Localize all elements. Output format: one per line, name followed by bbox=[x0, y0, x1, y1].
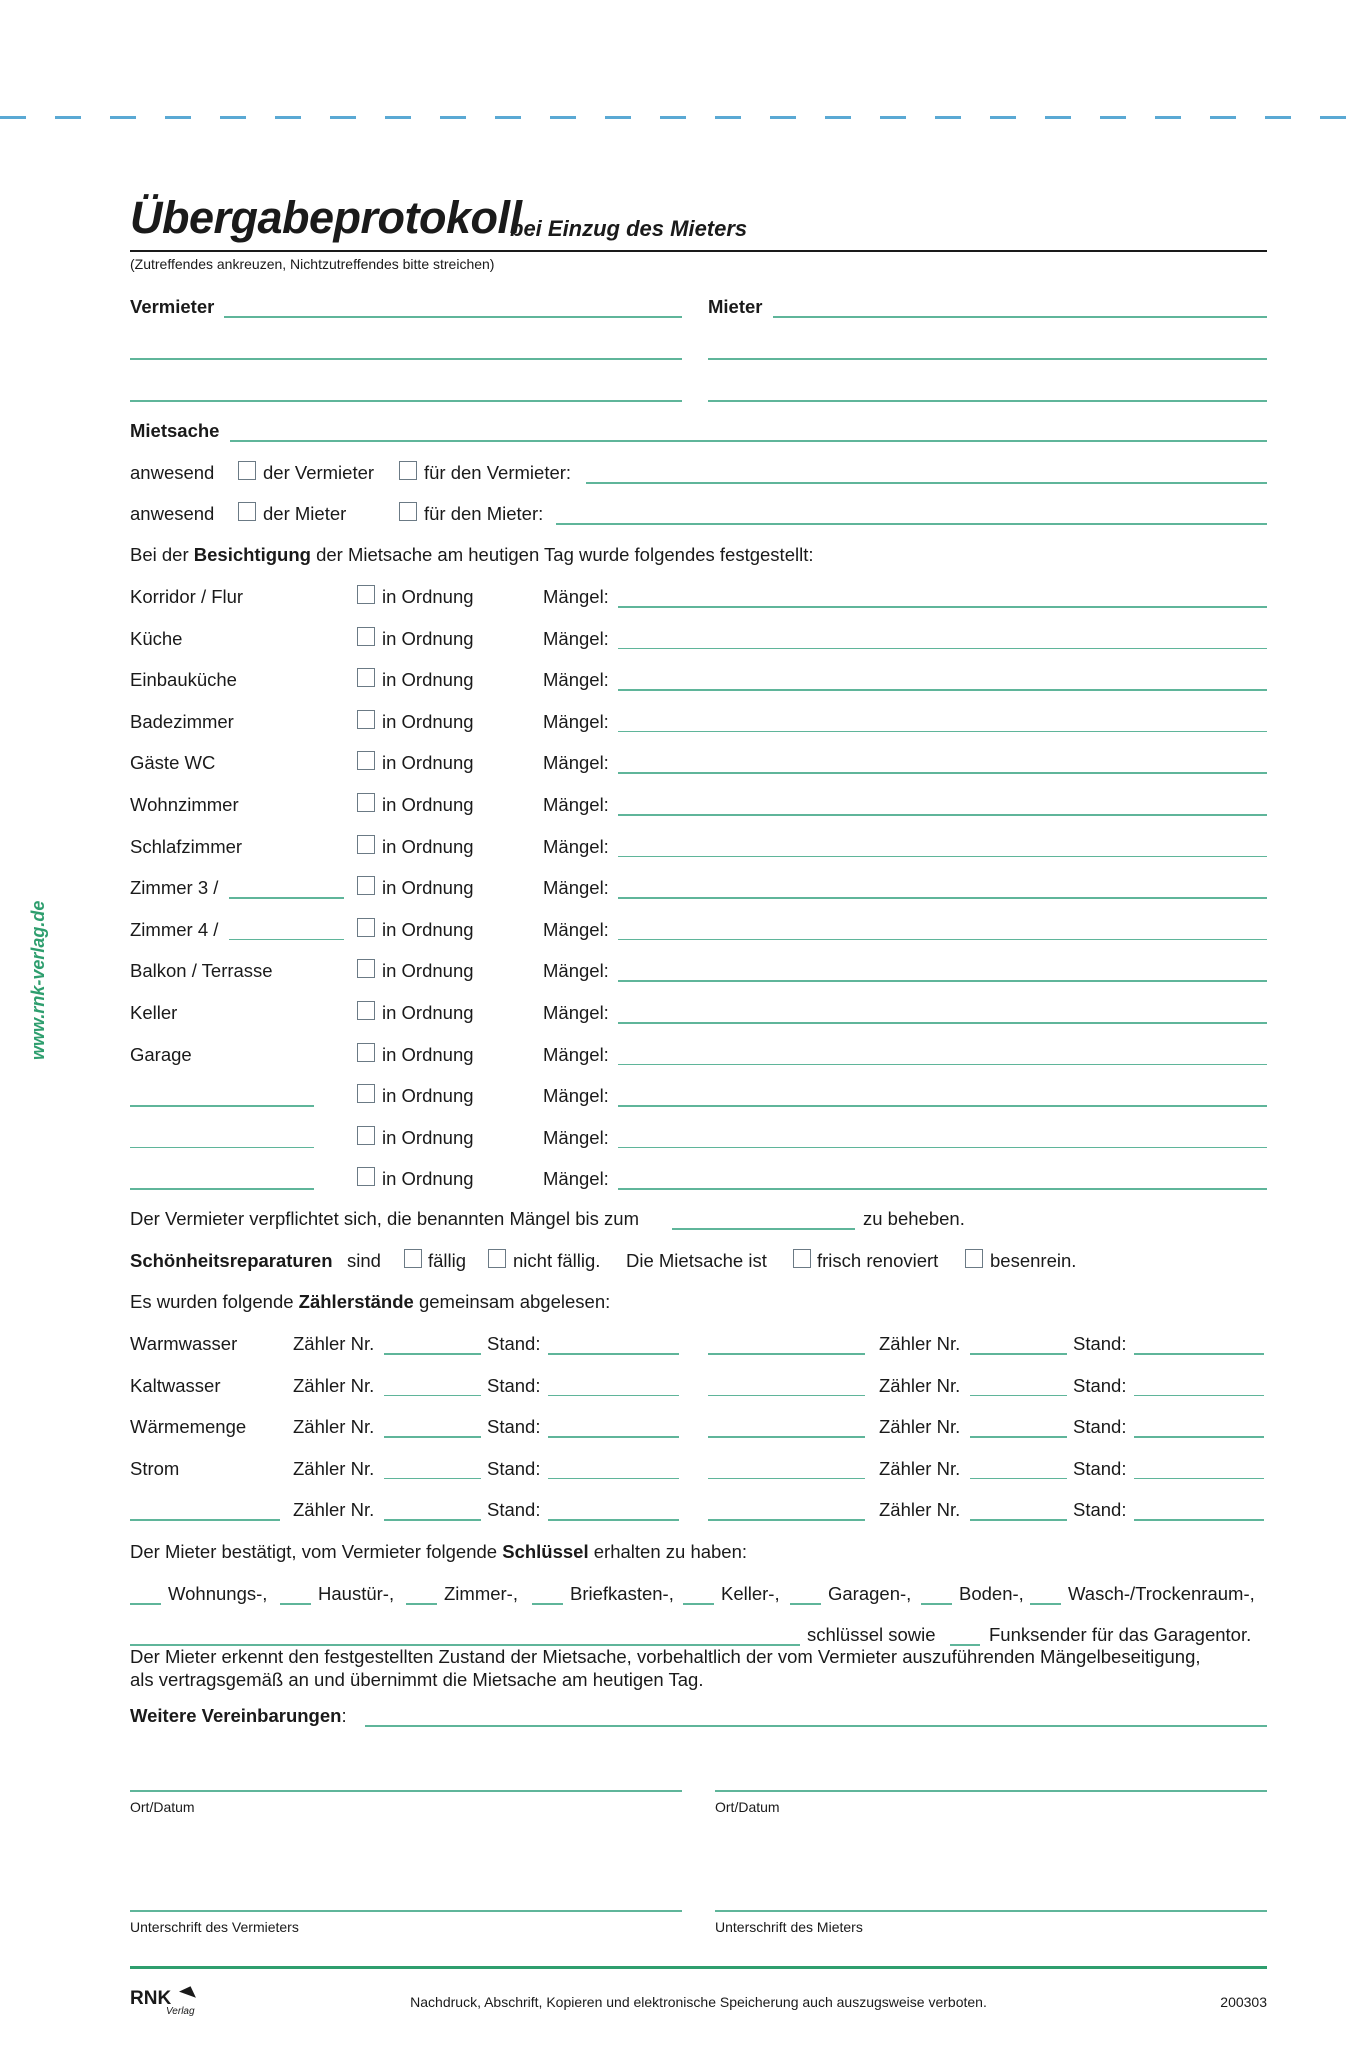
present-tenant-text: der Mieter bbox=[263, 503, 347, 524]
key-type-label: Briefkasten-, bbox=[570, 1583, 674, 1604]
custom-room-field[interactable] bbox=[130, 1147, 314, 1149]
room-name: Gäste WC bbox=[130, 752, 216, 774]
further-agreements-field[interactable] bbox=[365, 1725, 1267, 1727]
reading-field[interactable] bbox=[548, 1436, 679, 1438]
meter-no-field-2[interactable] bbox=[970, 1436, 1067, 1438]
key-type-label: Wohnungs-, bbox=[168, 1583, 268, 1604]
in-order-label: in Ordnung bbox=[382, 1085, 474, 1107]
reading-label: Stand: bbox=[487, 1457, 541, 1479]
in-order-label: in Ordnung bbox=[382, 586, 474, 607]
meters-intro bbox=[130, 1291, 1267, 1317]
meter-type-field-2[interactable] bbox=[708, 1395, 865, 1397]
defects-field[interactable] bbox=[618, 1147, 1267, 1149]
present-tenant-row bbox=[130, 503, 1267, 529]
meter-row bbox=[130, 1375, 1267, 1401]
keys-intro bbox=[130, 1541, 1267, 1567]
reading-label-2: Stand: bbox=[1073, 1416, 1127, 1438]
room-name: Küche bbox=[130, 627, 183, 649]
in-order-checkbox[interactable] bbox=[357, 1126, 375, 1145]
defects-field[interactable] bbox=[618, 772, 1267, 774]
meter-no-label: Zähler Nr. bbox=[293, 1333, 375, 1354]
further-agreements-label: Weitere Vereinbarungen bbox=[130, 1705, 342, 1726]
in-order-checkbox[interactable] bbox=[357, 918, 375, 937]
room-name-field[interactable] bbox=[229, 939, 344, 941]
repairs-due-text: fällig bbox=[428, 1250, 467, 1271]
meter-row bbox=[130, 1416, 1267, 1442]
key-count-field[interactable] bbox=[790, 1603, 821, 1605]
tenant-label: Mieter bbox=[708, 296, 763, 317]
keys-intro-bold: Schlüssel bbox=[502, 1541, 589, 1562]
defects-field[interactable] bbox=[618, 689, 1267, 691]
defects-label: Mängel: bbox=[543, 1043, 609, 1065]
meter-no-label-2: Zähler Nr. bbox=[879, 1457, 961, 1479]
for-tenant-field[interactable] bbox=[556, 523, 1267, 525]
room-row bbox=[130, 1044, 1267, 1070]
swept-clean-checkbox[interactable] bbox=[965, 1249, 983, 1268]
defects-field[interactable] bbox=[618, 939, 1267, 941]
instructions-hint: (Zutreffendes ankreuzen, Nichtzutreffendes bitte streichen) bbox=[130, 256, 495, 272]
publisher-logo: RNK bbox=[130, 1988, 172, 2009]
meter-no-field[interactable] bbox=[384, 1478, 481, 1480]
form-number: 200303 bbox=[1220, 1994, 1267, 2010]
key-count-field[interactable] bbox=[683, 1603, 714, 1605]
in-order-label: in Ordnung bbox=[382, 752, 474, 774]
room-row bbox=[130, 1168, 1267, 1194]
present-tenant-checkbox[interactable] bbox=[238, 502, 256, 521]
key-type-label: Boden-, bbox=[959, 1583, 1024, 1604]
key-type-label: Garagen-, bbox=[828, 1583, 912, 1604]
place-date-landlord-field[interactable] bbox=[130, 1790, 682, 1792]
meter-no-label: Zähler Nr. bbox=[293, 1457, 375, 1479]
key-type-label: Haustür-, bbox=[318, 1583, 395, 1604]
signature-landlord-label: Unterschrift des Vermieters bbox=[130, 1919, 299, 1935]
meter-row bbox=[130, 1333, 1267, 1359]
place-date-tenant-field[interactable] bbox=[715, 1790, 1267, 1792]
in-order-checkbox[interactable] bbox=[357, 1001, 375, 1020]
publisher-url: www.rnk-verlag.de bbox=[28, 900, 48, 1060]
parties-row bbox=[130, 296, 1267, 322]
reading-label-2: Stand: bbox=[1073, 1333, 1127, 1354]
landlord-address-field[interactable] bbox=[130, 358, 682, 360]
reading-label: Stand: bbox=[487, 1416, 541, 1438]
key-count-field[interactable] bbox=[1030, 1603, 1061, 1605]
in-order-label: in Ordnung bbox=[382, 877, 474, 899]
key-count-field[interactable] bbox=[130, 1603, 161, 1605]
property-row bbox=[130, 420, 1267, 446]
meter-type-field-2[interactable] bbox=[708, 1519, 865, 1521]
in-order-checkbox[interactable] bbox=[357, 585, 375, 604]
repairs-not-due-text: nicht fällig. bbox=[513, 1250, 601, 1271]
room-row bbox=[130, 794, 1267, 820]
key-as-well-text: schlüssel sowie bbox=[807, 1624, 936, 1645]
present-label: anwesend bbox=[130, 462, 215, 483]
defects-field[interactable] bbox=[618, 606, 1267, 608]
meter-no-label: Zähler Nr. bbox=[293, 1499, 375, 1521]
reading-field[interactable] bbox=[548, 1478, 679, 1480]
in-order-checkbox[interactable] bbox=[357, 627, 375, 646]
reading-label-2: Stand: bbox=[1073, 1457, 1127, 1479]
room-row bbox=[130, 586, 1267, 612]
in-order-label: in Ordnung bbox=[382, 1168, 474, 1190]
room-row bbox=[130, 1085, 1267, 1111]
defects-label: Mängel: bbox=[543, 1126, 609, 1148]
ack-text-2: als vertragsgemäß an und übernimmt die Mietsache am heutigen Tag. bbox=[130, 1669, 704, 1690]
reading-field-2[interactable] bbox=[1134, 1395, 1264, 1397]
defects-field[interactable] bbox=[618, 1188, 1267, 1190]
reading-label-2: Stand: bbox=[1073, 1374, 1127, 1396]
in-order-checkbox[interactable] bbox=[357, 668, 375, 687]
inspection-intro-post: der Mietsache am heutigen Tag wurde folgendes festgestellt: bbox=[316, 544, 814, 565]
page-subtitle: bei Einzug des Mieters bbox=[510, 216, 748, 241]
meters-intro-post: gemeinsam abgelesen: bbox=[418, 1291, 611, 1312]
reading-label: Stand: bbox=[487, 1333, 541, 1354]
defects-label: Mängel: bbox=[543, 877, 609, 899]
room-name: Balkon / Terrasse bbox=[130, 960, 273, 982]
defects-label: Mängel: bbox=[543, 918, 609, 940]
defects-field[interactable] bbox=[618, 897, 1267, 899]
defects-field[interactable] bbox=[618, 814, 1267, 816]
meter-no-field-2[interactable] bbox=[970, 1519, 1067, 1521]
key-type-label: Keller-, bbox=[721, 1583, 780, 1604]
room-row bbox=[130, 919, 1267, 945]
repair-deadline-field[interactable] bbox=[672, 1228, 855, 1230]
meters-intro-pre: Es wurden folgende bbox=[130, 1291, 294, 1312]
tenant-name-field[interactable] bbox=[773, 316, 1267, 318]
freshly-renovated-checkbox[interactable] bbox=[793, 1249, 811, 1268]
in-order-checkbox[interactable] bbox=[357, 835, 375, 854]
reading-field[interactable] bbox=[548, 1353, 679, 1355]
repair-deadline-post: zu beheben. bbox=[863, 1208, 965, 1229]
place-date-landlord-label: Ort/Datum bbox=[130, 1799, 195, 1815]
signature-tenant-label: Unterschrift des Mieters bbox=[715, 1919, 863, 1935]
keys-intro-post: erhalten zu haben: bbox=[593, 1541, 748, 1562]
defects-label: Mängel: bbox=[543, 586, 609, 607]
inspection-intro bbox=[130, 544, 1267, 570]
defects-label: Mängel: bbox=[543, 710, 609, 732]
cosmetic-repairs-row bbox=[130, 1250, 1267, 1276]
room-name: Wohnzimmer bbox=[130, 794, 239, 815]
swept-clean-text: besenrein. bbox=[990, 1250, 1077, 1271]
title-row bbox=[130, 192, 1267, 252]
present-landlord-text: der Vermieter bbox=[263, 462, 375, 483]
further-agreements-row bbox=[130, 1705, 1267, 1731]
meter-no-field-2[interactable] bbox=[970, 1353, 1067, 1355]
defects-field[interactable] bbox=[618, 1064, 1267, 1066]
publisher-logo-sub: Verlag bbox=[166, 2006, 195, 2017]
repairs-due-checkbox[interactable] bbox=[404, 1249, 422, 1268]
room-name-field[interactable] bbox=[229, 897, 344, 899]
defects-label: Mängel: bbox=[543, 960, 609, 982]
place-date-tenant-label: Ort/Datum bbox=[715, 1799, 780, 1815]
meter-type: Wärmemenge bbox=[130, 1416, 247, 1438]
room-row bbox=[130, 669, 1267, 695]
for-landlord-checkbox[interactable] bbox=[399, 461, 417, 480]
in-order-label: in Ordnung bbox=[382, 1002, 474, 1023]
freshly-renovated-text: frisch renoviert bbox=[817, 1250, 939, 1271]
in-order-label: in Ordnung bbox=[382, 835, 474, 857]
in-order-checkbox[interactable] bbox=[357, 1084, 375, 1103]
custom-room-field[interactable] bbox=[130, 1188, 314, 1190]
room-row bbox=[130, 1002, 1267, 1028]
custom-meter-field[interactable] bbox=[130, 1519, 280, 1521]
in-order-label: in Ordnung bbox=[382, 918, 474, 940]
meter-no-label-2: Zähler Nr. bbox=[879, 1416, 961, 1438]
page-title: Übergabeprotokoll bbox=[130, 192, 522, 243]
present-label: anwesend bbox=[130, 503, 215, 524]
defects-label: Mängel: bbox=[543, 1002, 609, 1023]
reading-field-2[interactable] bbox=[1134, 1436, 1264, 1438]
meter-no-label-2: Zähler Nr. bbox=[879, 1333, 961, 1354]
defects-label: Mängel: bbox=[543, 669, 609, 691]
defects-field[interactable] bbox=[618, 648, 1267, 650]
meter-no-label: Zähler Nr. bbox=[293, 1416, 375, 1438]
room-row bbox=[130, 1127, 1267, 1153]
reading-label-2: Stand: bbox=[1073, 1499, 1127, 1521]
in-order-label: in Ordnung bbox=[382, 627, 474, 649]
in-order-checkbox[interactable] bbox=[357, 959, 375, 978]
parties-address-row bbox=[130, 338, 1267, 364]
repairs-not-due-checkbox[interactable] bbox=[488, 1249, 506, 1268]
tenant-address-field[interactable] bbox=[708, 358, 1267, 360]
landlord-name-field[interactable] bbox=[224, 316, 682, 318]
meter-no-field[interactable] bbox=[384, 1519, 481, 1521]
defects-label: Mängel: bbox=[543, 794, 609, 815]
in-order-label: in Ordnung bbox=[382, 1126, 474, 1148]
key-count-field[interactable] bbox=[532, 1603, 563, 1605]
defects-field[interactable] bbox=[618, 856, 1267, 858]
reading-field[interactable] bbox=[548, 1395, 679, 1397]
key-count-field[interactable] bbox=[921, 1603, 952, 1605]
property-is-text: Die Mietsache ist bbox=[626, 1250, 767, 1271]
signature-landlord-field[interactable] bbox=[130, 1910, 682, 1912]
parties-city-row bbox=[130, 380, 1267, 406]
meters-intro-bold: Zählerstände bbox=[298, 1291, 414, 1312]
present-landlord-row bbox=[130, 462, 1267, 488]
room-row bbox=[130, 877, 1267, 903]
in-order-label: in Ordnung bbox=[382, 960, 474, 982]
key-count-field[interactable] bbox=[280, 1603, 311, 1605]
defects-label: Mängel: bbox=[543, 835, 609, 857]
room-row bbox=[130, 752, 1267, 778]
defects-field[interactable] bbox=[618, 731, 1267, 733]
room-name: Zimmer 4 / bbox=[130, 918, 219, 940]
meter-no-label-2: Zähler Nr. bbox=[879, 1499, 961, 1521]
signature-tenant-field[interactable] bbox=[715, 1910, 1267, 1912]
meter-no-label: Zähler Nr. bbox=[293, 1374, 375, 1396]
meter-row bbox=[130, 1499, 1267, 1525]
in-order-checkbox[interactable] bbox=[357, 751, 375, 770]
room-row bbox=[130, 836, 1267, 862]
reading-label: Stand: bbox=[487, 1374, 541, 1396]
ack-text-1: Der Mieter erkennt den festgestellten Zustand der Mietsache, vorbehaltlich der vom Vermieter auszuführenden Mängelbeseitigung, bbox=[130, 1646, 1201, 1667]
reading-field-2[interactable] bbox=[1134, 1478, 1264, 1480]
defects-field[interactable] bbox=[618, 1105, 1267, 1107]
copyright-notice: Nachdruck, Abschrift, Kopieren und elektronische Speicherung auch auszugsweise verboten. bbox=[410, 1994, 987, 2010]
property-label: Mietsache bbox=[130, 420, 220, 441]
in-order-checkbox[interactable] bbox=[357, 1167, 375, 1186]
landlord-label: Vermieter bbox=[130, 296, 215, 317]
in-order-checkbox[interactable] bbox=[357, 876, 375, 895]
reading-label: Stand: bbox=[487, 1499, 541, 1521]
in-order-checkbox[interactable] bbox=[357, 793, 375, 812]
room-name: Zimmer 3 / bbox=[130, 877, 219, 899]
room-name: Badezimmer bbox=[130, 710, 234, 732]
meter-no-field[interactable] bbox=[384, 1395, 481, 1397]
in-order-checkbox[interactable] bbox=[357, 1043, 375, 1062]
property-address-field[interactable] bbox=[230, 440, 1267, 442]
repair-deadline-row bbox=[130, 1208, 1267, 1234]
meter-no-field-2[interactable] bbox=[970, 1478, 1067, 1480]
custom-room-field[interactable] bbox=[130, 1105, 314, 1107]
reading-field[interactable] bbox=[548, 1519, 679, 1521]
meter-type: Strom bbox=[130, 1457, 180, 1479]
defects-label: Mängel: bbox=[543, 1168, 609, 1190]
meter-type-field-2[interactable] bbox=[708, 1478, 865, 1480]
inspection-intro-bold: Besichtigung bbox=[193, 544, 311, 565]
remote-text: Funksender für das Garagentor. bbox=[989, 1624, 1252, 1645]
key-count-field[interactable] bbox=[406, 1603, 437, 1605]
room-row bbox=[130, 711, 1267, 737]
cosmetic-label: Schönheitsreparaturen bbox=[130, 1250, 333, 1271]
defects-field[interactable] bbox=[618, 980, 1267, 982]
present-landlord-checkbox[interactable] bbox=[238, 461, 256, 480]
room-name: Keller bbox=[130, 1002, 178, 1023]
landlord-city-field[interactable] bbox=[130, 400, 682, 402]
room-name: Einbauküche bbox=[130, 669, 237, 691]
in-order-label: in Ordnung bbox=[382, 794, 474, 815]
key-type-label: Wasch-/Trockenraum-, bbox=[1068, 1583, 1255, 1604]
room-name: Garage bbox=[130, 1043, 192, 1065]
meter-type-field-2[interactable] bbox=[708, 1436, 865, 1438]
keys-intro-pre: Der Mieter bestätigt, vom Vermieter folgende bbox=[130, 1541, 498, 1562]
for-tenant-checkbox[interactable] bbox=[399, 502, 417, 521]
room-row bbox=[130, 960, 1267, 986]
meter-no-label-2: Zähler Nr. bbox=[879, 1374, 961, 1396]
room-name: Korridor / Flur bbox=[130, 586, 244, 607]
room-row bbox=[130, 628, 1267, 654]
defects-field[interactable] bbox=[618, 1022, 1267, 1024]
key-type-label: Zimmer-, bbox=[444, 1583, 518, 1604]
meter-no-field-2[interactable] bbox=[970, 1395, 1067, 1397]
ack-line-2 bbox=[130, 1669, 1267, 1695]
reading-field-2[interactable] bbox=[1134, 1353, 1264, 1355]
cut-line bbox=[0, 116, 1366, 119]
for-landlord-text: für den Vermieter: bbox=[424, 462, 572, 483]
meter-type: Kaltwasser bbox=[130, 1374, 221, 1396]
repair-deadline-pre: Der Vermieter verpflichtet sich, die benannten Mängel bis zum bbox=[130, 1208, 640, 1229]
reading-field-2[interactable] bbox=[1134, 1519, 1264, 1521]
meter-no-field[interactable] bbox=[384, 1436, 481, 1438]
footer-divider bbox=[130, 1966, 1267, 1969]
further-agreements-colon: : bbox=[341, 1705, 347, 1726]
defects-label: Mängel: bbox=[543, 1085, 609, 1107]
meter-type: Warmwasser bbox=[130, 1333, 238, 1354]
in-order-label: in Ordnung bbox=[382, 1043, 474, 1065]
tenant-city-field[interactable] bbox=[708, 400, 1267, 402]
for-landlord-field[interactable] bbox=[586, 482, 1267, 484]
defects-label: Mängel: bbox=[543, 627, 609, 649]
inspection-intro-pre: Bei der bbox=[130, 544, 189, 565]
meter-row bbox=[130, 1458, 1267, 1484]
for-tenant-text: für den Mieter: bbox=[424, 503, 544, 524]
in-order-checkbox[interactable] bbox=[357, 710, 375, 729]
keys-row bbox=[130, 1583, 1267, 1609]
in-order-label: in Ordnung bbox=[382, 710, 474, 732]
cosmetic-sind: sind bbox=[347, 1250, 381, 1271]
meter-no-field[interactable] bbox=[384, 1353, 481, 1355]
defects-label: Mängel: bbox=[543, 752, 609, 774]
meter-type-field-2[interactable] bbox=[708, 1353, 865, 1355]
in-order-label: in Ordnung bbox=[382, 669, 474, 691]
room-name: Schlafzimmer bbox=[130, 835, 243, 857]
